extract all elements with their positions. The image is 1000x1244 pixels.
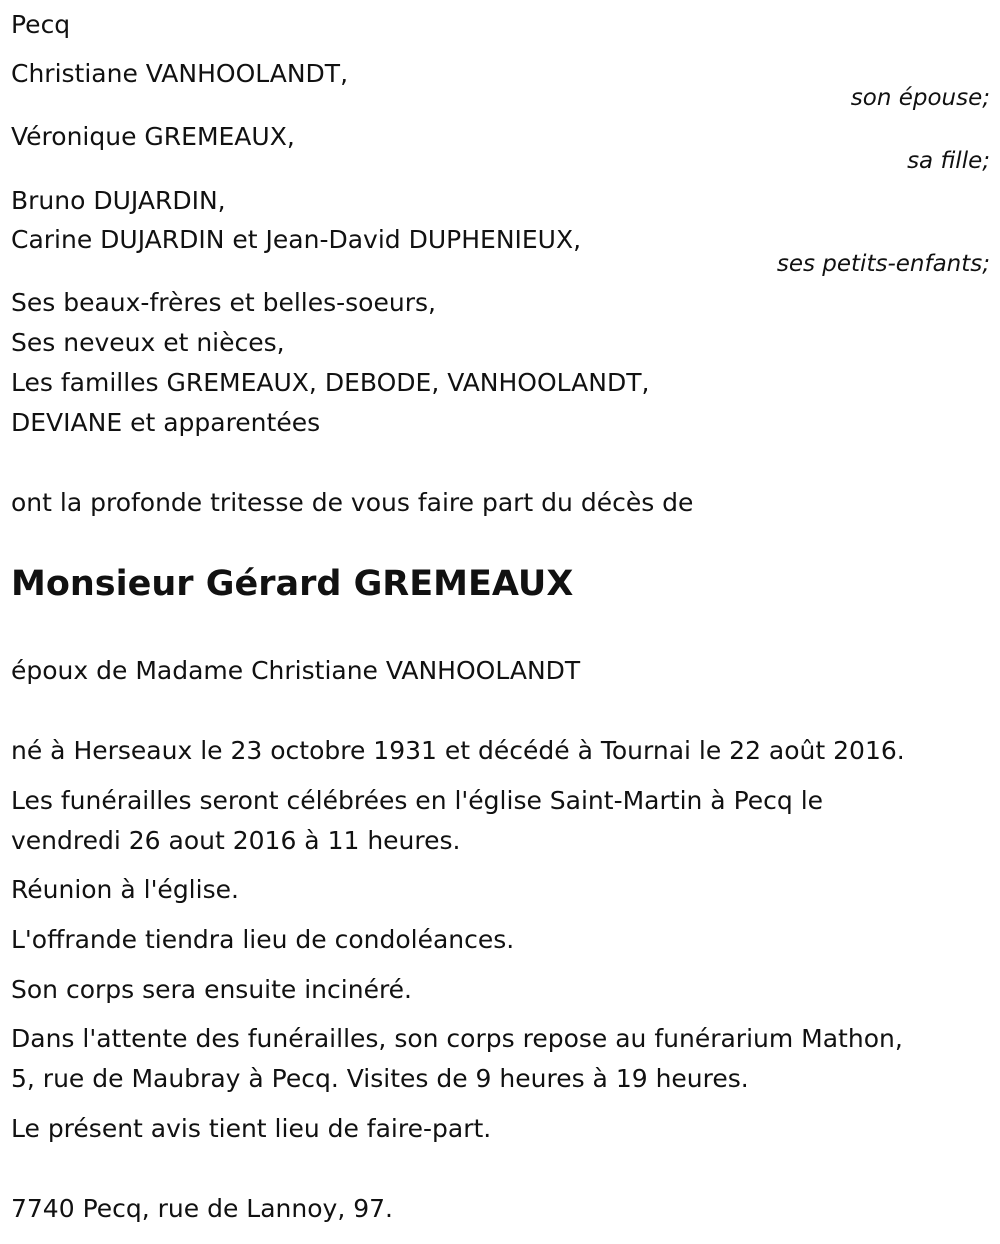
city: Pecq <box>11 10 71 39</box>
other-family-2: Ses neveux et nièces, <box>11 328 285 357</box>
offering: L'offrande tiendra lieu de condoléances. <box>11 925 515 954</box>
grandchildren-relation: ses petits-enfants; <box>776 251 990 277</box>
notice: Le présent avis tient lieu de faire-part. <box>11 1114 492 1143</box>
deceased-spouse: époux de Madame Christiane VANHOOLANDT <box>11 656 581 685</box>
funeral-line-1: Les funérailles seront célébrées en l'église Saint-Martin à Pecq le <box>11 786 824 815</box>
other-family-3: Les familles GREMEAUX, DEBODE, VANHOOLANDT, <box>11 368 650 397</box>
other-family-4: DEVIANE et apparentées <box>11 408 321 437</box>
grandchild-2: Carine DUJARDIN et Jean-David DUPHENIEUX, <box>11 225 582 254</box>
cremation: Son corps sera ensuite incinéré. <box>11 975 413 1004</box>
announcement: ont la profonde tritesse de vous faire part du décès de <box>11 488 694 517</box>
birth-death: né à Herseaux le 23 octobre 1931 et décédé à Tournai le 22 août 2016. <box>11 736 905 765</box>
spouse-name: Christiane VANHOOLANDT, <box>11 59 349 88</box>
grandchild-1: Bruno DUJARDIN, <box>11 186 226 215</box>
other-family-1: Ses beaux-frères et belles-soeurs, <box>11 288 436 317</box>
rest-line-1: Dans l'attente des funérailles, son corps repose au funérarium Mathon, <box>11 1024 903 1053</box>
meeting: Réunion à l'église. <box>11 875 239 904</box>
address: 7740 Pecq, rue de Lannoy, 97. <box>11 1194 393 1223</box>
daughter-name: Véronique GREMEAUX, <box>11 122 295 151</box>
deceased-name: Monsieur Gérard GREMEAUX <box>11 564 574 604</box>
rest-line-2: 5, rue de Maubray à Pecq. Visites de 9 heures à 19 heures. <box>11 1064 749 1093</box>
daughter-relation: sa fille; <box>907 148 990 174</box>
spouse-relation: son épouse; <box>850 85 990 111</box>
funeral-line-2: vendredi 26 aout 2016 à 11 heures. <box>11 826 461 855</box>
